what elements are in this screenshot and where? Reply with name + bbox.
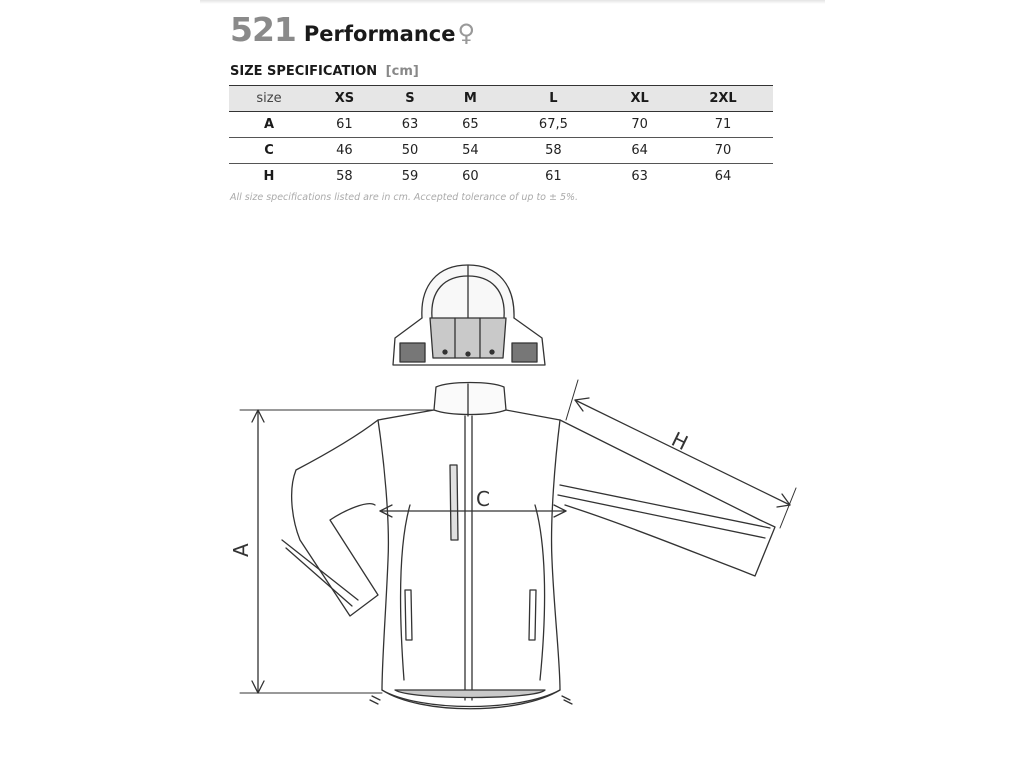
header-cell-m: M: [463, 91, 477, 106]
row-label: C: [264, 143, 274, 158]
header-cell-size: size: [256, 91, 282, 106]
table-cell: 70: [631, 117, 648, 132]
row-label: A: [263, 117, 275, 132]
size-spec-unit: [cm]: [385, 64, 419, 79]
table-cell: 59: [401, 169, 419, 184]
dimension-a-label: A: [229, 543, 253, 557]
header-cell-l: L: [549, 91, 558, 106]
table-cell: 58: [336, 169, 353, 184]
header-cell-s: S: [405, 91, 415, 106]
header-cell-xl: XL: [630, 91, 649, 106]
table-cell: 67,5: [538, 117, 568, 132]
table-cell: 63: [631, 169, 648, 184]
table-cell: 63: [401, 117, 419, 132]
female-symbol-icon: ♀: [457, 19, 476, 47]
table-cell: 50: [401, 143, 419, 158]
table-cell: 54: [462, 143, 479, 158]
dimension-c-label: C: [476, 487, 490, 511]
table-cell: 61: [336, 117, 353, 132]
table-cell: 64: [714, 169, 732, 184]
jacket-illustration: [282, 383, 775, 709]
product-name: Performance: [303, 22, 456, 46]
table-cell: 60: [462, 169, 479, 184]
hood-illustration: [393, 265, 545, 365]
table-cell: 64: [631, 143, 648, 158]
dimension-a: [240, 410, 434, 693]
tolerance-note: All size specifications listed are in cm. Accepted tolerance of up to ± 5%.: [230, 192, 579, 203]
row-label: H: [263, 169, 275, 184]
product-number: 521: [230, 10, 296, 49]
dimension-h-label: H: [667, 426, 692, 456]
header-cell-xs: XS: [334, 91, 355, 106]
table-cell: 65: [462, 117, 479, 132]
table-cell: 61: [545, 169, 562, 184]
table-cell: 70: [714, 143, 732, 158]
header-cell-2xl: 2XL: [709, 91, 737, 106]
table-cell: 71: [714, 117, 732, 132]
table-cell: 46: [336, 143, 353, 158]
table-cell: 58: [545, 143, 562, 158]
size-spec-title: SIZE SPECIFICATION: [230, 64, 378, 79]
